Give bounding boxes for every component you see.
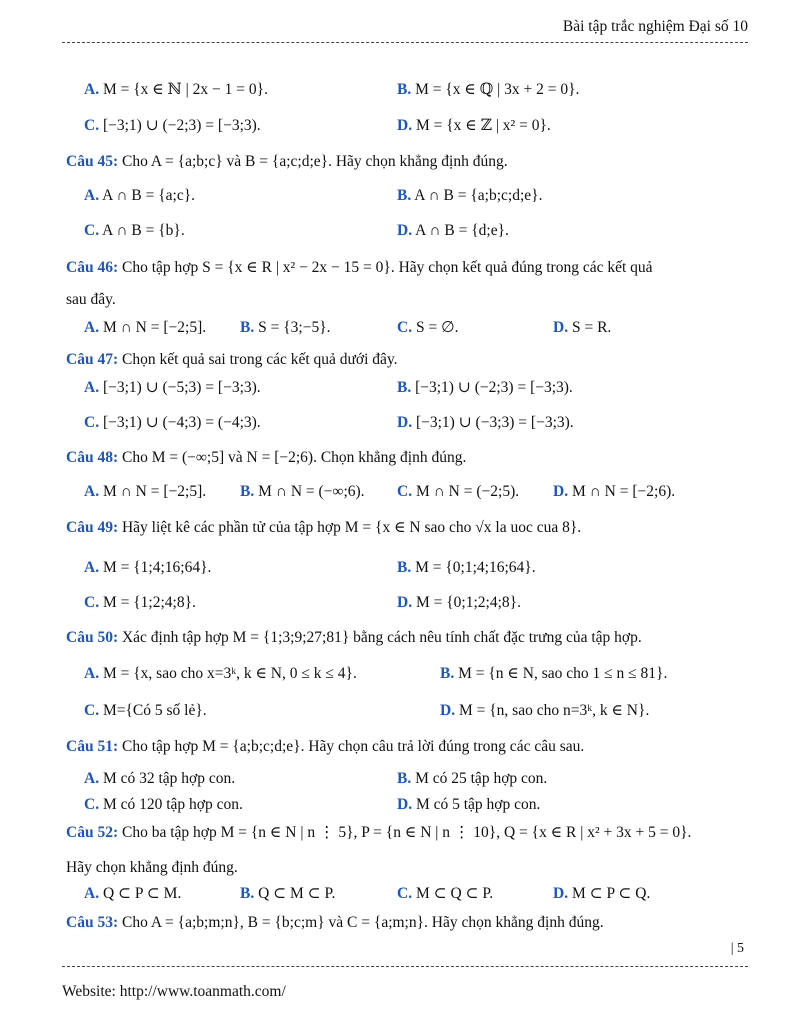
line-text: M = {1;4;16;64}.	[102, 559, 212, 576]
line-text: Xác định tập hợp M = {1;3;9;27;81} bằng cách nêu tính chất đặc trưng của tập hợp.	[121, 629, 642, 646]
answer-option	[84, 664, 357, 684]
line-text: M = {1;2;4;8}.	[102, 594, 196, 611]
question-line	[66, 350, 398, 370]
line-text: S = {3;−5}.	[258, 319, 331, 336]
line-text: Chọn kết quả sai trong các kết quả dưới đây.	[121, 351, 398, 368]
line-text: Q ⊂ P ⊂ M.	[102, 885, 182, 902]
option-label: B.	[397, 379, 412, 396]
line-text: Cho A = {a;b;c} và B = {a;c;d;e}. Hãy chọn khẳng định đúng.	[121, 153, 508, 170]
question-line	[66, 518, 581, 538]
option-label: A.	[84, 483, 100, 500]
option-label: C.	[84, 222, 100, 239]
answer-option	[397, 884, 493, 904]
answer-option	[240, 884, 335, 904]
page-header: Bài tập trắc nghiệm Đại số 10	[562, 18, 748, 35]
line-text: M ∩ N = [−2;6).	[571, 483, 676, 500]
answer-option	[84, 795, 243, 815]
answer-option	[397, 221, 509, 241]
line-text: Cho M = (−∞;5] và N = [−2;6). Chọn khẳng định đúng.	[121, 449, 467, 466]
question-number: Câu 45:	[66, 153, 119, 170]
answer-option	[397, 593, 521, 613]
question-number: Câu 53:	[66, 914, 119, 931]
option-label: A.	[84, 665, 100, 682]
option-label: B.	[397, 770, 412, 787]
line-text: M = {n, sao cho n=3ᵏ, k ∈ N}.	[458, 702, 650, 719]
question-number: Câu 51:	[66, 738, 119, 755]
option-label: B.	[397, 187, 412, 204]
line-text: M ⊂ P ⊂ Q.	[571, 885, 651, 902]
line-text: Hãy chọn khẳng định đúng.	[66, 859, 238, 876]
line-text: S = ∅.	[415, 319, 459, 336]
answer-option	[553, 318, 611, 338]
question-number: Câu 49:	[66, 519, 119, 536]
line-text: M = {x, sao cho x=3ᵏ, k ∈ N, 0 ≤ k ≤ 4}.	[102, 665, 357, 682]
answer-option	[84, 221, 185, 241]
line-text: M ∩ N = (−∞;6).	[258, 483, 365, 500]
answer-option	[84, 482, 206, 502]
answer-option	[553, 884, 650, 904]
option-label: C.	[397, 885, 413, 902]
line-text: Q ⊂ M ⊂ P.	[258, 885, 336, 902]
option-label: D.	[397, 796, 413, 813]
answer-option	[240, 482, 365, 502]
answer-option	[440, 664, 667, 684]
question-number: Câu 46:	[66, 259, 119, 276]
line-text: A ∩ B = {a;c}.	[102, 187, 196, 204]
option-label: B.	[440, 665, 455, 682]
line-text: M = {x ∈ ℤ | x² = 0}.	[415, 117, 551, 134]
option-label: B.	[240, 483, 255, 500]
option-label: D.	[397, 414, 413, 431]
question-number: Câu 52:	[66, 824, 119, 841]
line-text: M = {0;1;2;4;8}.	[415, 594, 521, 611]
answer-option	[397, 558, 536, 578]
option-label: C.	[397, 319, 413, 336]
answer-option	[397, 795, 540, 815]
line-text: M ⊂ Q ⊂ P.	[415, 885, 494, 902]
option-label: D.	[397, 594, 413, 611]
answer-option	[84, 701, 207, 721]
option-label: A.	[84, 770, 100, 787]
line-text: S = R.	[571, 319, 612, 336]
answer-option	[84, 593, 196, 613]
line-text: A ∩ B = {d;e}.	[415, 222, 509, 239]
question-line	[66, 913, 604, 933]
option-label: B.	[397, 559, 412, 576]
option-label: C.	[84, 414, 100, 431]
option-label: D.	[553, 319, 569, 336]
line-text: M = {x ∈ ℚ | 3x + 2 = 0}.	[415, 81, 580, 98]
option-label: D.	[397, 222, 413, 239]
option-label: C.	[84, 702, 100, 719]
line-text: M có 5 tập hợp con.	[415, 796, 541, 813]
line-text: M có 120 tập hợp con.	[102, 796, 243, 813]
question-line	[66, 258, 653, 278]
line-text: M có 25 tập hợp con.	[415, 770, 548, 787]
answer-option	[84, 318, 206, 338]
answer-option	[553, 482, 675, 502]
option-label: A.	[84, 187, 100, 204]
line-text: M = {n ∈ N, sao cho 1 ≤ n ≤ 81}.	[458, 665, 668, 682]
question-continuation	[66, 290, 116, 310]
question-line	[66, 628, 642, 648]
line-text: [−3;1) ∪ (−2;3) = [−3;3).	[102, 117, 261, 134]
footer-website: Website: http://www.toanmath.com/	[62, 983, 286, 1000]
answer-option	[397, 318, 458, 338]
question-number: Câu 50:	[66, 629, 119, 646]
question-continuation	[66, 858, 238, 878]
footer-divider	[62, 966, 748, 967]
line-text: Cho tập hợp S = {x ∈ R | x² − 2x − 15 = 0}. Hãy chọn kết quả đúng trong các kết quả	[121, 259, 653, 276]
option-label: B.	[240, 885, 255, 902]
line-text: [−3;1) ∪ (−5;3) = [−3;3).	[102, 379, 261, 396]
line-text: [−3;1) ∪ (−3;3) = [−3;3).	[415, 414, 574, 431]
question-line	[66, 823, 691, 843]
answer-option	[397, 116, 551, 136]
answer-option	[84, 558, 211, 578]
answer-option	[84, 769, 235, 789]
line-text: M ∩ N = [−2;5].	[102, 483, 207, 500]
header-divider	[62, 42, 748, 43]
option-label: C.	[84, 117, 100, 134]
option-label: A.	[84, 559, 100, 576]
answer-option	[397, 378, 573, 398]
question-line	[66, 152, 508, 172]
line-text: Cho A = {a;b;m;n}, B = {b;c;m} và C = {a;m;n}. Hãy chọn khẳng định đúng.	[121, 914, 604, 931]
line-text: Cho ba tập hợp M = {n ∈ N | n ⋮ 5}, P = {n ∈ N | n ⋮ 10}, Q = {x ∈ R | x² + 3x + 5 = 0}.	[121, 824, 692, 841]
option-label: B.	[397, 81, 412, 98]
line-text: A ∩ B = {a;b;c;d;e}.	[414, 187, 543, 204]
question-line	[66, 737, 584, 757]
line-text: M = {x ∈ ℕ | 2x − 1 = 0}.	[102, 81, 268, 98]
line-text: Cho tập hợp M = {a;b;c;d;e}. Hãy chọn câu trả lời đúng trong các câu sau.	[121, 738, 585, 755]
question-number: Câu 47:	[66, 351, 119, 368]
answer-option	[397, 413, 574, 433]
line-text: M có 32 tập hợp con.	[102, 770, 236, 787]
answer-option	[84, 80, 268, 100]
option-label: D.	[553, 483, 569, 500]
option-label: C.	[397, 483, 413, 500]
answer-option	[84, 413, 261, 433]
page-number: | 5	[730, 941, 744, 956]
line-text: [−3;1) ∪ (−2;3) = [−3;3).	[415, 379, 573, 396]
line-text: sau đây.	[66, 291, 116, 308]
option-label: B.	[240, 319, 255, 336]
line-text: M ∩ N = (−2;5).	[415, 483, 520, 500]
option-label: C.	[84, 594, 100, 611]
option-label: D.	[553, 885, 569, 902]
option-label: D.	[440, 702, 456, 719]
answer-option	[240, 318, 331, 338]
answer-option	[397, 769, 547, 789]
answer-option	[440, 701, 649, 721]
answer-option	[84, 378, 261, 398]
line-text: M = {0;1;4;16;64}.	[415, 559, 536, 576]
question-line	[66, 448, 466, 468]
option-label: A.	[84, 885, 100, 902]
option-label: A.	[84, 81, 100, 98]
option-label: A.	[84, 379, 100, 396]
line-text: Hãy liệt kê các phần tử của tập hợp M = {x ∈ N sao cho √x la uoc cua 8}.	[121, 519, 582, 536]
option-label: D.	[397, 117, 413, 134]
answer-option	[84, 884, 181, 904]
option-label: A.	[84, 319, 100, 336]
option-label: C.	[84, 796, 100, 813]
answer-option	[397, 482, 519, 502]
answer-option	[397, 186, 542, 206]
line-text: M={Có 5 số lẻ}.	[102, 702, 207, 719]
answer-option	[397, 80, 579, 100]
answer-option	[84, 116, 261, 136]
line-text: [−3;1) ∪ (−4;3) = (−4;3).	[102, 414, 261, 431]
answer-option	[84, 186, 195, 206]
line-text: A ∩ B = {b}.	[102, 222, 185, 239]
line-text: M ∩ N = [−2;5].	[102, 319, 207, 336]
question-number: Câu 48:	[66, 449, 119, 466]
